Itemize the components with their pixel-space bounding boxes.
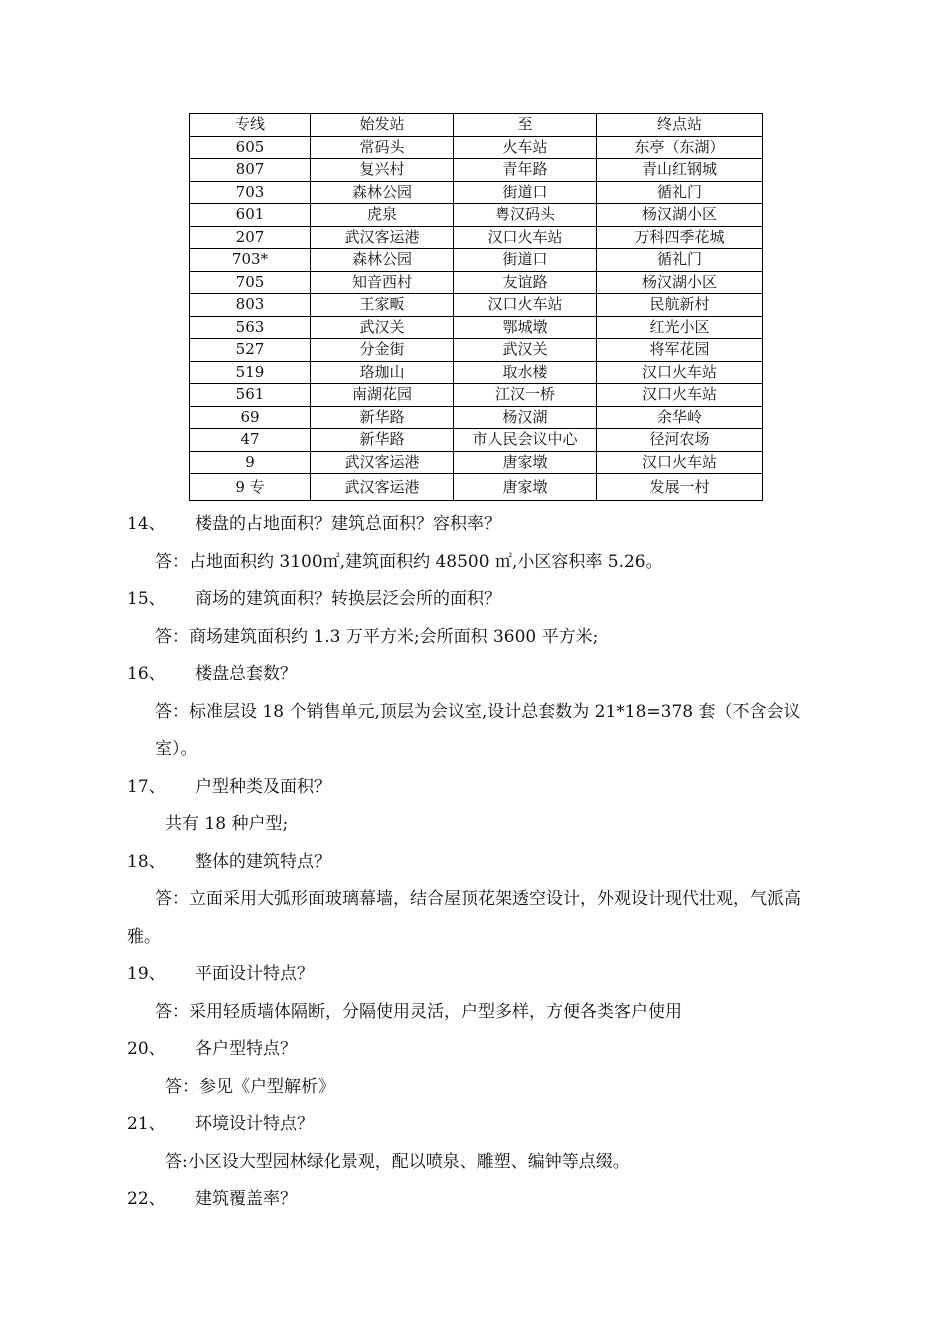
- cell-origin: 森林公园: [311, 181, 454, 204]
- cell-route: 9: [190, 451, 311, 474]
- cell-terminal: 青山红钢城: [597, 159, 763, 182]
- cell-origin: 新华路: [311, 406, 454, 429]
- cell-terminal: 循礼门: [597, 181, 763, 204]
- cell-route: 705: [190, 271, 311, 294]
- answer-19: 答：采用轻质墙体隔断，分隔使用灵活，户型多样，方便各类客户使用: [155, 1001, 682, 1022]
- cell-route: 703: [190, 181, 311, 204]
- cell-origin: 珞珈山: [311, 361, 454, 384]
- question-text: 楼盘的占地面积？建筑总面积？容积率？: [195, 514, 501, 534]
- table-row: [190, 294, 763, 317]
- cell-terminal: 杨汉湖小区: [597, 204, 763, 227]
- cell-route: 703*: [190, 249, 311, 272]
- cell-route: 9 专: [190, 474, 311, 501]
- cell-route: 605: [190, 136, 311, 159]
- table-row: [190, 361, 763, 384]
- question-16: [0, 656, 950, 694]
- question-number: 17、: [127, 776, 166, 797]
- cell-terminal: 红光小区: [597, 316, 763, 339]
- cell-route: 807: [190, 159, 311, 182]
- table-row: [190, 181, 763, 204]
- cell-via: 江汉一桥: [454, 384, 597, 407]
- cell-route: 803: [190, 294, 311, 317]
- cell-via: 唐家墩: [454, 451, 597, 474]
- question-number: 21、: [127, 1114, 166, 1134]
- cell-via: 街道口: [454, 249, 597, 272]
- question-text: 建筑覆盖率？: [195, 1189, 297, 1209]
- table-row: [190, 159, 763, 182]
- cell-origin: 知音西村: [311, 271, 454, 294]
- cell-origin: 王家畈: [311, 294, 454, 317]
- qa-section: [0, 506, 950, 1219]
- question-20: [0, 1031, 950, 1069]
- question-text: 楼盘总套数？: [195, 664, 297, 684]
- question-text: 整体的建筑特点？: [195, 851, 331, 872]
- cell-route: 563: [190, 316, 311, 339]
- header-via: 至: [454, 114, 597, 137]
- question-text: 各户型特点？: [195, 1039, 297, 1059]
- cell-terminal: 汉口火车站: [597, 384, 763, 407]
- cell-via: 青年路: [454, 159, 597, 182]
- cell-origin: 武汉客运港: [311, 226, 454, 249]
- cell-terminal: 汉口火车站: [597, 361, 763, 384]
- question-text: 商场的建筑面积？转换层泛会所的面积？: [195, 589, 501, 609]
- bus-routes-table: [189, 113, 763, 501]
- table-row: [190, 249, 763, 272]
- table-row: [190, 226, 763, 249]
- cell-terminal: 发展一村: [597, 474, 763, 501]
- cell-terminal: 民航新村: [597, 294, 763, 317]
- question-number: 14、: [127, 514, 166, 534]
- cell-route: 207: [190, 226, 311, 249]
- question-14: [0, 506, 950, 544]
- cell-origin: 虎泉: [311, 204, 454, 227]
- question-number: 18、: [127, 851, 166, 872]
- question-text: 平面设计特点？: [195, 964, 314, 984]
- header-terminal: 终点站: [597, 114, 763, 137]
- table-row: [190, 136, 763, 159]
- answer-16: 答：标准层设 18 个销售单元,顶层为会议室,设计总套数为 21*18=378 套（不含会议室）。: [155, 701, 801, 759]
- cell-terminal: 汉口火车站: [597, 451, 763, 474]
- question-17: [0, 769, 950, 807]
- table-row: [190, 316, 763, 339]
- table-row: [190, 339, 763, 362]
- table-row: [190, 271, 763, 294]
- question-text: 户型种类及面积？: [195, 776, 331, 797]
- answer-17: 共有 18 种户型;: [165, 814, 289, 834]
- cell-route: 47: [190, 429, 311, 452]
- table-row: [190, 406, 763, 429]
- question-15: [0, 581, 950, 619]
- cell-route: 519: [190, 361, 311, 384]
- cell-route: 527: [190, 339, 311, 362]
- cell-via: 唐家墩: [454, 474, 597, 501]
- cell-via: 市人民会议中心: [454, 429, 597, 452]
- cell-origin: 森林公园: [311, 249, 454, 272]
- cell-origin: 南湖花园: [311, 384, 454, 407]
- question-22: [0, 1181, 950, 1219]
- table-row: [190, 451, 763, 474]
- cell-via: 友谊路: [454, 271, 597, 294]
- cell-origin: 复兴村: [311, 159, 454, 182]
- cell-via: 汉口火车站: [454, 294, 597, 317]
- cell-via: 粤汉码头: [454, 204, 597, 227]
- table-header-row: [190, 114, 763, 137]
- cell-terminal: 东亭（东湖）: [597, 136, 763, 159]
- table-row: [190, 204, 763, 227]
- table-row: [190, 384, 763, 407]
- cell-via: 武汉关: [454, 339, 597, 362]
- question-number: 20、: [127, 1039, 166, 1059]
- answer-14: 答：占地面积约 3100㎡,建筑面积约 48500 ㎡,小区容积率 5.26。: [155, 551, 663, 572]
- cell-via: 取水楼: [454, 361, 597, 384]
- cell-origin: 分金街: [311, 339, 454, 362]
- cell-terminal: 万科四季花城: [597, 226, 763, 249]
- answer-18: 答：立面采用大弧形面玻璃幕墙，结合屋顶花架透空设计，外观设计现代壮观，气派高雅。: [127, 889, 801, 947]
- question-number: 22、: [127, 1189, 166, 1209]
- cell-terminal: 将军花园: [597, 339, 763, 362]
- question-21: [0, 1106, 950, 1144]
- question-number: 15、: [127, 589, 166, 609]
- question-18: [0, 844, 950, 882]
- answer-20: 答：参见《户型解析》: [165, 1076, 335, 1097]
- cell-via: 鄂城墩: [454, 316, 597, 339]
- cell-route: 69: [190, 406, 311, 429]
- cell-terminal: 循礼门: [597, 249, 763, 272]
- cell-terminal: 杨汉湖小区: [597, 271, 763, 294]
- cell-origin: 武汉客运港: [311, 474, 454, 501]
- question-number: 16、: [127, 664, 166, 684]
- answer-15: 答：商场建筑面积约 1.3 万平方米;会所面积 3600 平方米;: [155, 626, 599, 647]
- cell-origin: 常码头: [311, 136, 454, 159]
- question-number: 19、: [127, 964, 166, 984]
- cell-via: 汉口火车站: [454, 226, 597, 249]
- cell-via: 火车站: [454, 136, 597, 159]
- cell-via: 街道口: [454, 181, 597, 204]
- cell-terminal: 余华岭: [597, 406, 763, 429]
- table-row: [190, 429, 763, 452]
- cell-origin: 新华路: [311, 429, 454, 452]
- cell-origin: 武汉关: [311, 316, 454, 339]
- cell-origin: 武汉客运港: [311, 451, 454, 474]
- question-19: [0, 956, 950, 994]
- cell-terminal: 径河农场: [597, 429, 763, 452]
- cell-route: 561: [190, 384, 311, 407]
- header-origin: 始发站: [311, 114, 454, 137]
- cell-via: 杨汉湖: [454, 406, 597, 429]
- answer-21: 答:小区设大型园林绿化景观，配以喷泉、雕塑、编钟等点缀。: [165, 1151, 630, 1172]
- header-route: 专线: [190, 114, 311, 137]
- cell-route: 601: [190, 204, 311, 227]
- question-text: 环境设计特点？: [195, 1114, 314, 1134]
- bus-table-body: [190, 136, 763, 501]
- table-row: [190, 474, 763, 501]
